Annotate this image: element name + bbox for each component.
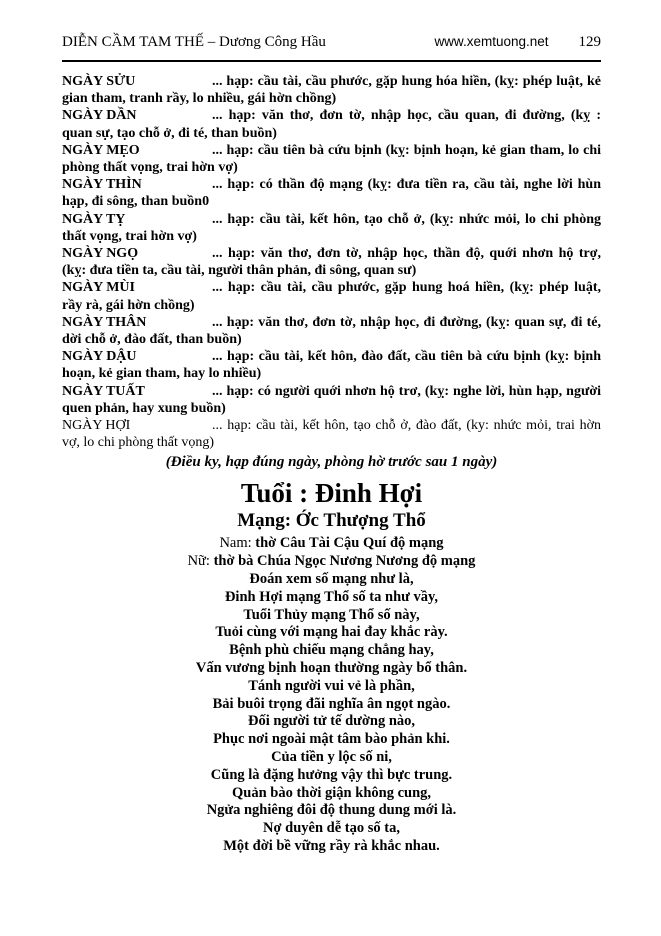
day-text: ... hạp: cầu tài, kết hôn, đào đất, cầu tiên bà cứu bịnh (kỵ: bịnh hoạn, kẻ gian tham, hay lo nhiều) [62,349,601,382]
day-label: NGÀY SỬU [62,74,136,89]
nu-line [62,553,601,571]
day-text: ... hạp: cầu tiên bà cứu bịnh (kỵ: bịnh hoạn, kẻ gian tham, lo chi phòng thất vọng, trai hờn vợ) [62,142,601,176]
day-label: NGÀY DẦN [62,108,137,124]
nam-prefix: Nam: [219,535,252,552]
nam-text: thờ Câu Tài Cậu Quí độ mạng [255,535,444,552]
day-label: NGÀY TUẤT [62,383,145,399]
poem-line: Phục nơi ngoài mật tâm bào phản khi. [213,731,450,748]
day-text: ... hạp: có thần độ mạng (kỵ: đưa tiền ra, cầu tài, nghe lời hùn hạp, đi sông, than buồn0 [62,177,601,210]
day-entry [62,142,601,176]
poem-line: Vấn vương bịnh hoạn thường ngày bổ thân. [195,660,468,677]
poem-line: Bải buôi trọng đãi nghĩa ân ngọt ngào. [212,695,451,712]
day-entry [62,176,601,210]
day-entry [62,73,601,107]
day-label: NGÀY HỢI [62,418,131,434]
day-text: ... hạp: văn thơ, đơn tờ, nhập học, thần độ, quới nhơn hộ trợ, (kỵ: đưa tiền ta, cầu tài, người thân phản, đi sông, quan sư) [62,246,601,279]
header-right [434,34,601,51]
poem-line: Quản bào thời giận không cung, [231,784,432,801]
day-label: NGÀY NGỌ [62,246,139,262]
poem-line: Đoán xem số mạng như là, [249,571,414,588]
day-text: ... hạp: cầu tài, kết hôn, tạo chỗ ở, (kỵ: nhức mỏi, lo chi phòng thất vọng, trai hờn vợ) [62,211,601,244]
day-label: NGÀY TỴ [62,211,126,227]
poem [62,571,601,856]
day-entry [62,417,601,451]
day-label: NGÀY THÂN [62,314,147,330]
day-text: ... hạp: cầu tài, cầu phước, gặp hung hoá hiền, (kỵ: phép luật, rầy rà, gái hờn chồng) [62,280,601,313]
day-label: NGÀY DẬU [62,349,137,365]
website-url: www.xemtuong.net [434,34,549,49]
page-header [62,34,601,62]
day-entry [62,383,601,417]
day-text: ... hạp: văn thơ, đơn tờ, nhập học, cầu quan, đi đường, (kỵ : quan sự, tạo chỗ ở, đi té, than buồn) [62,108,601,141]
poem-line: Đối người tử tế dường nào, [247,713,416,730]
day-entry [62,279,601,313]
day-entry [62,314,601,348]
day-list [62,73,601,451]
day-text: ... hạp: văn thơ, đơn tờ, nhập học, đi đường, (kỵ: quan sự, đi té, dời chỗ ở, đào đất, than buồn) [62,314,601,348]
day-label: NGÀY THÌN [62,177,142,193]
poem-line: Nợ duyên dễ tạo số ta, [263,820,400,837]
poem-line: Tánh người vui vẻ là phần, [248,677,415,694]
day-entry [62,107,601,141]
day-entry [62,211,601,245]
day-text: ... hạp: cầu tài, kết hôn, tạo chỗ ở, đào đất, (ky: nhức mỏi, trai hờn vợ, lo chi phòng thất vọng) [62,418,601,451]
poem-line: Cũng là đặng hưởng vậy thì bực trung. [210,766,453,783]
day-label: NGÀY MẸO [62,142,140,158]
poem-line: Tuổi Thủy mạng Thổ số này, [243,606,420,623]
day-text: ... hạp: có người quới nhơn hộ trơ, (kỵ: nghe lời, hùn hạp, người quen phản, hay xung buồn) [62,383,601,416]
poem-line: Của tiền y lộc số ni, [271,749,392,766]
day-text: ... hạp: cầu tài, cầu phước, gặp hung hóa hiền, (kỵ: phép luật, kẻ gian tham, tranh rầy, lo nhiều, gái hờn chồng) [62,74,601,107]
day-entry [62,348,601,382]
nu-text: thờ bà Chúa Ngọc Nương Nương độ mạng [213,553,476,570]
section-subtitle: Mạng: Ớc Thượng Thổ [237,510,426,532]
page-number: 129 [578,34,601,50]
nu-prefix: Nữ: [187,553,210,570]
day-label: NGÀY MÙI [62,280,135,296]
nam-line [62,535,601,553]
poem-line: Ngửa nghiêng đôi độ thung dung mới là. [206,802,457,819]
poem-line: Đinh Hợi mạng Thổ số ta như vầy, [224,588,439,605]
note-line: (Điều ky, hạp đúng ngày, phòng hờ trước sau 1 ngày) [165,454,498,471]
book-title: DIỄN CẦM TAM THẾ – Dương Công Hầu [62,34,326,50]
poem-line: Bệnh phù chiếu mạng chẳng hay, [229,642,434,659]
day-entry [62,245,601,279]
section-title: Tuổi : Đinh Hợi [240,478,423,509]
poem-line: Tuỏi cùng với mạng hai đay khắc rày. [215,624,448,641]
poem-line: Một đời bề vững rầy rà khắc nhau. [223,838,440,855]
